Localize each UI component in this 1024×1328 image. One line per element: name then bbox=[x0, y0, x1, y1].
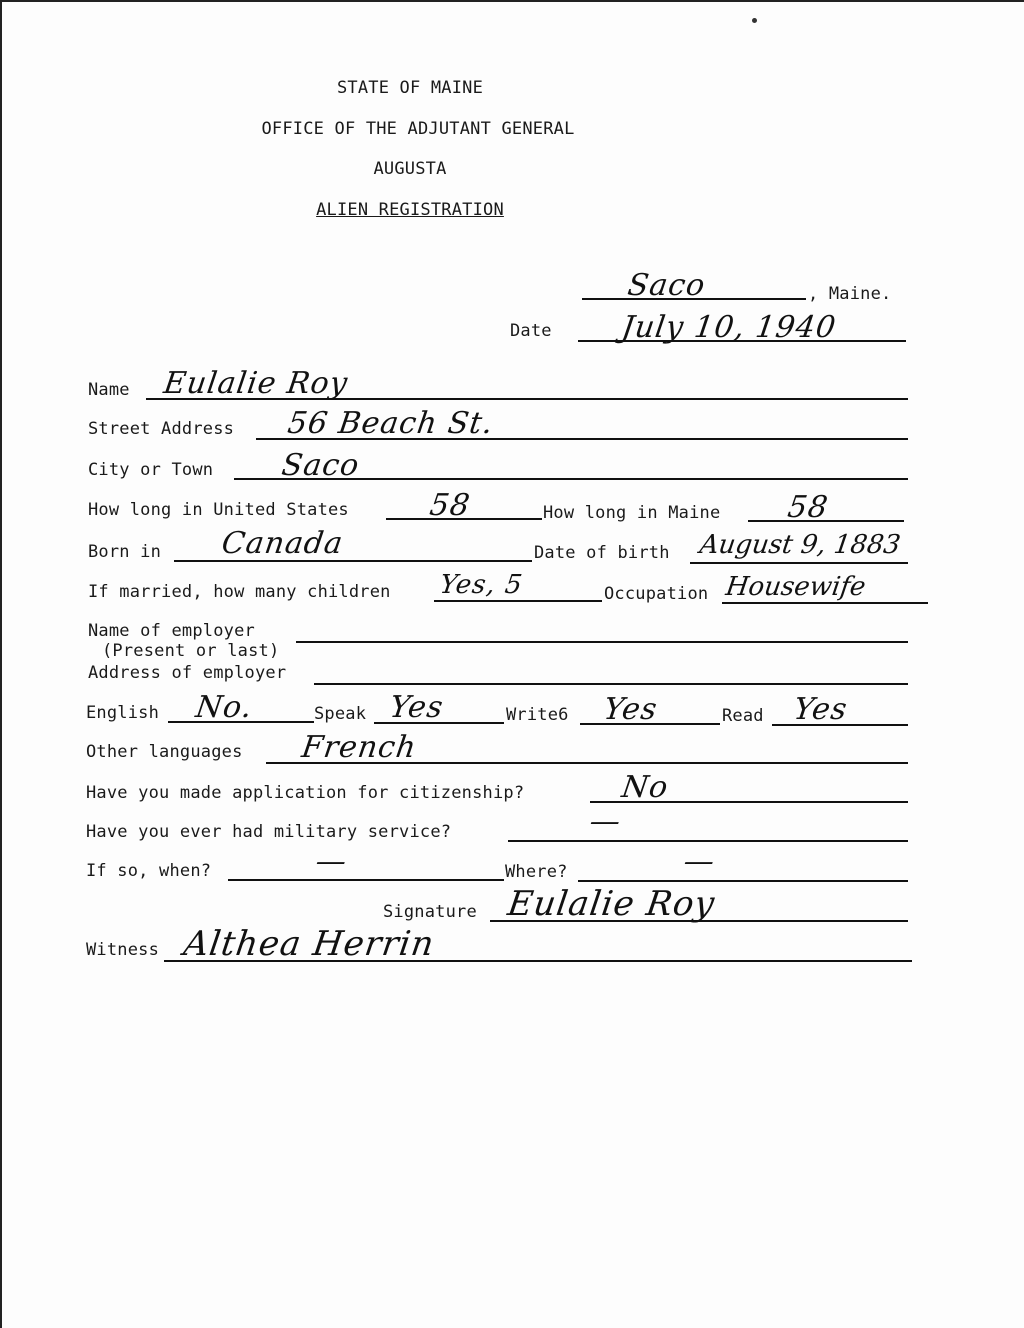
how-long-us-label: How long in United States bbox=[88, 500, 349, 520]
name-label: Name bbox=[88, 380, 130, 400]
children-label: If married, how many children bbox=[88, 582, 391, 602]
city-label: City or Town bbox=[88, 460, 214, 480]
write-value: Yes bbox=[601, 692, 660, 727]
children-line bbox=[434, 600, 602, 602]
witness-label: Witness bbox=[86, 940, 160, 960]
read-label: Read bbox=[722, 706, 764, 726]
date-label: Date bbox=[510, 321, 552, 341]
where-line bbox=[578, 880, 908, 882]
scan-border-top bbox=[0, 0, 1024, 2]
speak-label: Speak bbox=[314, 704, 367, 724]
city-value: Saco bbox=[279, 448, 362, 483]
where-label: Where? bbox=[505, 862, 568, 882]
when-line bbox=[228, 879, 504, 881]
military-value: — bbox=[587, 804, 624, 839]
speak-value: Yes bbox=[387, 690, 446, 725]
dob-value: August 9, 1883 bbox=[697, 530, 903, 560]
how-long-maine-value: 58 bbox=[785, 490, 831, 525]
children-value: Yes, 5 bbox=[437, 570, 525, 600]
where-value: — bbox=[681, 844, 718, 879]
read-value: Yes bbox=[791, 692, 850, 727]
scan-speck bbox=[752, 18, 757, 23]
street-label: Street Address bbox=[88, 419, 235, 439]
other-languages-label: Other languages bbox=[86, 742, 243, 762]
signature-label: Signature bbox=[383, 902, 477, 922]
employer-name-line bbox=[296, 641, 908, 643]
when-label: If so, when? bbox=[86, 861, 212, 881]
dob-line bbox=[690, 562, 908, 564]
occupation-line bbox=[722, 602, 928, 604]
header-state: STATE OF MAINE bbox=[336, 78, 484, 98]
name-value: Eulalie Roy bbox=[161, 366, 351, 401]
employer-name-label: Name of employer bbox=[88, 621, 255, 641]
citizenship-label: Have you made application for citizenship? bbox=[86, 783, 525, 803]
header-city: AUGUSTA bbox=[373, 159, 447, 179]
header-office: OFFICE OF THE ADJUTANT GENERAL bbox=[261, 119, 575, 139]
date-value: July 10, 1940 bbox=[619, 310, 839, 345]
citizenship-value: No bbox=[619, 770, 671, 805]
header-title: ALIEN REGISTRATION bbox=[316, 200, 504, 220]
born-in-label: Born in bbox=[88, 542, 162, 562]
signature-value: Eulalie Roy bbox=[505, 884, 718, 924]
witness-value: Althea Herrin bbox=[181, 924, 438, 964]
employer-address-label: Address of employer bbox=[88, 663, 287, 683]
when-value: — bbox=[313, 844, 350, 879]
how-long-us-value: 58 bbox=[427, 488, 473, 523]
english-value: No. bbox=[193, 690, 255, 725]
place-suffix: , Maine. bbox=[808, 284, 892, 304]
born-in-value: Canada bbox=[219, 526, 346, 561]
military-line bbox=[508, 840, 908, 842]
how-long-maine-label: How long in Maine bbox=[543, 503, 721, 523]
other-languages-value: French bbox=[299, 730, 419, 765]
military-label: Have you ever had military service? bbox=[86, 822, 452, 842]
occupation-label: Occupation bbox=[604, 584, 709, 604]
dob-label: Date of birth bbox=[534, 543, 670, 563]
street-value: 56 Beach St. bbox=[285, 406, 496, 441]
write-label: Write6 bbox=[506, 705, 569, 725]
place-value: Saco bbox=[625, 268, 708, 303]
employer-name-sublabel: (Present or last) bbox=[102, 641, 280, 661]
english-label: English bbox=[86, 703, 160, 723]
occupation-value: Housewife bbox=[723, 572, 868, 602]
employer-address-line bbox=[314, 683, 908, 685]
scan-border-left bbox=[0, 0, 2, 1328]
